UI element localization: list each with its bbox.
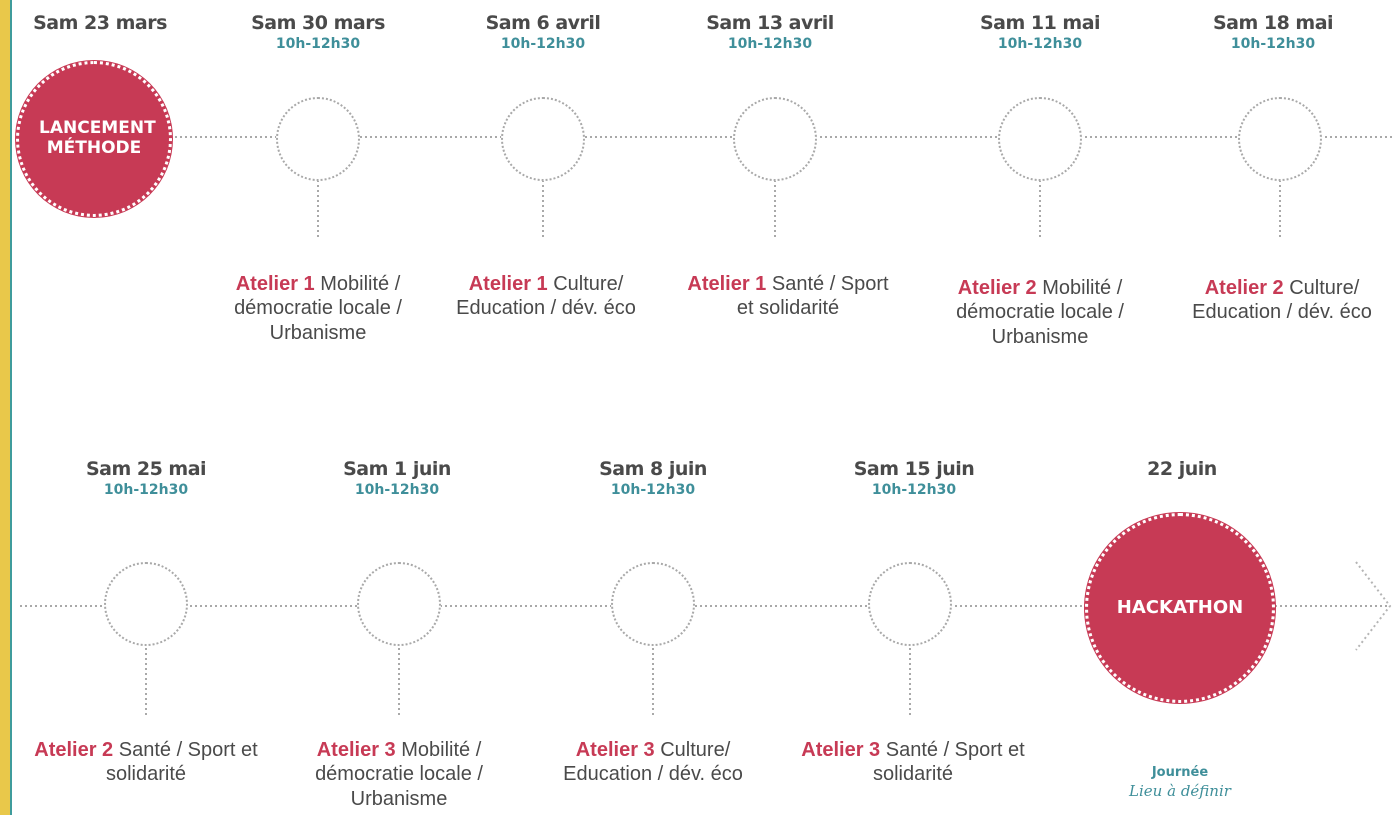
note-place: Lieu à définir: [1129, 782, 1231, 800]
atelier-theme: Santé / Sport et solidarité: [736, 273, 889, 320]
session-label: [31, 738, 261, 787]
date-label: Sam 1 juin: [343, 458, 451, 480]
atelier-name: Atelier 1: [235, 273, 315, 295]
session-label: [801, 738, 1026, 787]
note-title: Journée: [1151, 765, 1209, 780]
atelier-theme: Mobilité / démocratie locale / Urbanisme: [956, 277, 1124, 348]
session-circle: [868, 562, 952, 646]
date-block-10: [854, 458, 975, 498]
atelier-name: Atelier 2: [957, 277, 1037, 299]
time-label: 10h-12h30: [103, 482, 189, 498]
date-label: Sam 8 juin: [599, 458, 707, 480]
session-label: [925, 276, 1155, 349]
date-block-11: [1147, 458, 1217, 480]
date-label: Sam 23 mars: [33, 12, 167, 34]
session-label: [678, 272, 898, 321]
date-label: Sam 18 mai: [1212, 12, 1334, 34]
session-circle: [1238, 97, 1322, 181]
session-label: [203, 272, 433, 345]
date-block-1: [33, 12, 167, 34]
hackathon-label: HACKATHON: [1116, 596, 1244, 618]
date-block-7: [86, 458, 206, 498]
atelier-theme: Santé / Sport et solidarité: [872, 739, 1025, 786]
session-circle: [733, 97, 817, 181]
atelier-theme: Culture/ Education / dév. éco: [1192, 277, 1372, 324]
date-block-5: [980, 12, 1100, 52]
date-label: Sam 25 mai: [85, 458, 207, 480]
atelier-name: Atelier 2: [34, 739, 114, 761]
atelier-name: Atelier 1: [687, 273, 767, 295]
hackathon-circle: [1085, 513, 1275, 703]
session-circle: [998, 97, 1082, 181]
date-block-3: [486, 12, 601, 52]
atelier-name: Atelier 3: [316, 739, 396, 761]
atelier-theme: Culture/ Education / dév. éco: [563, 739, 743, 786]
launch-label: LANCEMENT MÉTHODE: [39, 118, 156, 158]
hackathon-note: [1080, 765, 1280, 800]
date-label: 22 juin: [1147, 458, 1217, 480]
date-label: Sam 11 mai: [979, 12, 1101, 34]
date-label: Sam 6 avril: [485, 12, 601, 34]
atelier-theme: Santé / Sport et solidarité: [105, 739, 258, 786]
session-label: [1175, 276, 1390, 325]
time-label: 10h-12h30: [997, 36, 1083, 52]
date-block-4: [706, 12, 834, 52]
session-circle: [276, 97, 360, 181]
date-block-2: [251, 12, 385, 52]
atelier-name: Atelier 3: [575, 739, 655, 761]
time-label: 10h-12h30: [727, 36, 813, 52]
date-label: Sam 15 juin: [853, 458, 975, 480]
time-label: 10h-12h30: [610, 482, 696, 498]
date-block-9: [599, 458, 707, 498]
time-label: 10h-12h30: [500, 36, 586, 52]
session-circle: [611, 562, 695, 646]
atelier-theme: Mobilité / démocratie locale / Urbanisme: [315, 739, 483, 810]
launch-circle: [16, 61, 172, 217]
atelier-name: Atelier 3: [801, 739, 881, 761]
session-label: [546, 738, 761, 787]
session-label: [287, 738, 512, 811]
atelier-theme: Mobilité / démocratie locale / Urbanisme: [234, 273, 402, 344]
session-circle: [357, 562, 441, 646]
date-block-6: [1213, 12, 1333, 52]
session-circle: [104, 562, 188, 646]
session-label: [439, 272, 654, 321]
date-block-8: [343, 458, 451, 498]
date-label: Sam 13 avril: [706, 12, 834, 34]
time-label: 10h-12h30: [871, 482, 957, 498]
atelier-theme: Culture/ Education / dév. éco: [456, 273, 636, 320]
time-label: 10h-12h30: [1230, 36, 1316, 52]
atelier-name: Atelier 1: [468, 273, 548, 295]
date-label: Sam 30 mars: [251, 12, 385, 34]
time-label: 10h-12h30: [275, 36, 361, 52]
atelier-name: Atelier 2: [1204, 277, 1284, 299]
time-label: 10h-12h30: [354, 482, 440, 498]
session-circle: [501, 97, 585, 181]
